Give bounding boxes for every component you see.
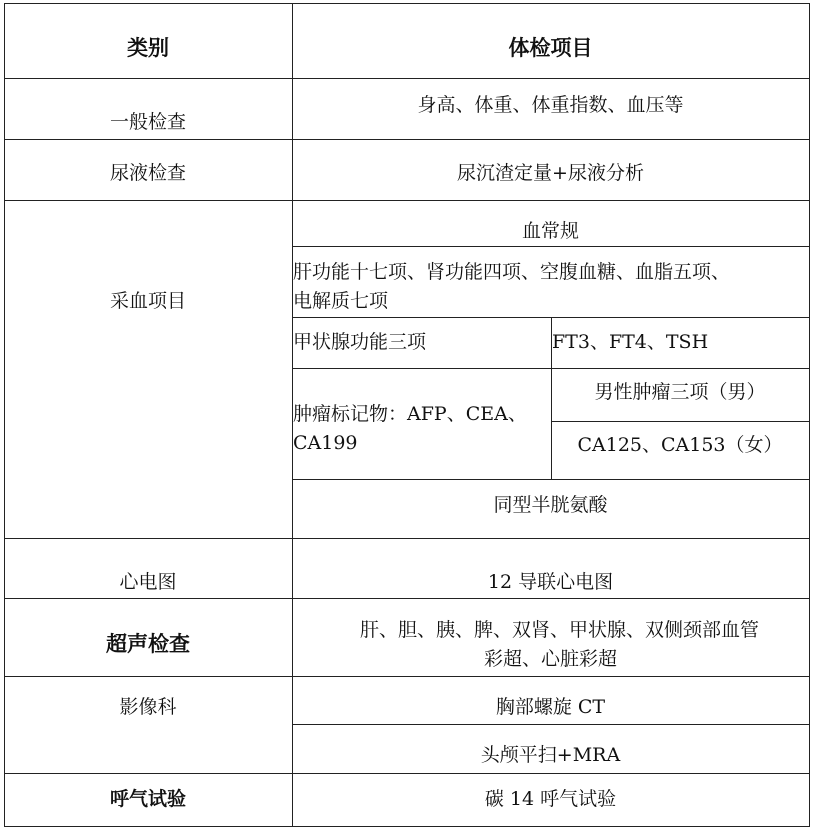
general-items: 身高、体重、体重指数、血压等 <box>417 94 684 116</box>
liver-kidney-line1: 肝功能十七项、肾功能四项、空腹血糖、血脂五项、 <box>293 261 731 283</box>
tumor-female: CA125、CA153（女） <box>577 434 783 456</box>
homocysteine: 同型半胱氨酸 <box>493 494 608 516</box>
blood-routine: 血常规 <box>521 220 579 242</box>
urine-items: 尿沉渣定量+尿液分析 <box>457 162 644 184</box>
blood-category: 采血项目 <box>109 290 186 312</box>
imaging-mra: 头颅平扫+MRA <box>480 744 621 766</box>
tumor-markers-line2: CA199 <box>293 432 358 454</box>
general-category: 一般检查 <box>109 111 186 133</box>
imaging-ct: 胸部螺旋 CT <box>495 696 606 718</box>
thyroid-detail: FT3、FT4、TSH <box>552 331 709 353</box>
header-items: 体检项目 <box>508 36 593 60</box>
ultrasound-items-line1: 肝、胆、胰、脾、双肾、甲状腺、双侧颈部血管 <box>359 619 759 641</box>
header-category: 类别 <box>127 36 169 60</box>
ultrasound-items-line2: 彩超、心脏彩超 <box>483 648 617 670</box>
imaging-category: 影像科 <box>119 696 177 718</box>
tumor-male: 男性肿瘤三项（男） <box>594 381 766 403</box>
ecg-category: 心电图 <box>119 571 177 593</box>
ecg-items: 12 导联心电图 <box>487 571 614 593</box>
ultrasound-category: 超声检查 <box>106 632 190 656</box>
thyroid-label: 甲状腺功能三项 <box>293 331 427 353</box>
tumor-markers-line1: 肿瘤标记物：AFP、CEA、 <box>293 403 527 425</box>
urine-category: 尿液检查 <box>109 162 186 184</box>
breath-items: 碳 14 呼气试验 <box>484 788 617 810</box>
breath-category: 呼气试验 <box>109 788 186 810</box>
liver-kidney-line2: 电解质七项 <box>293 290 389 312</box>
